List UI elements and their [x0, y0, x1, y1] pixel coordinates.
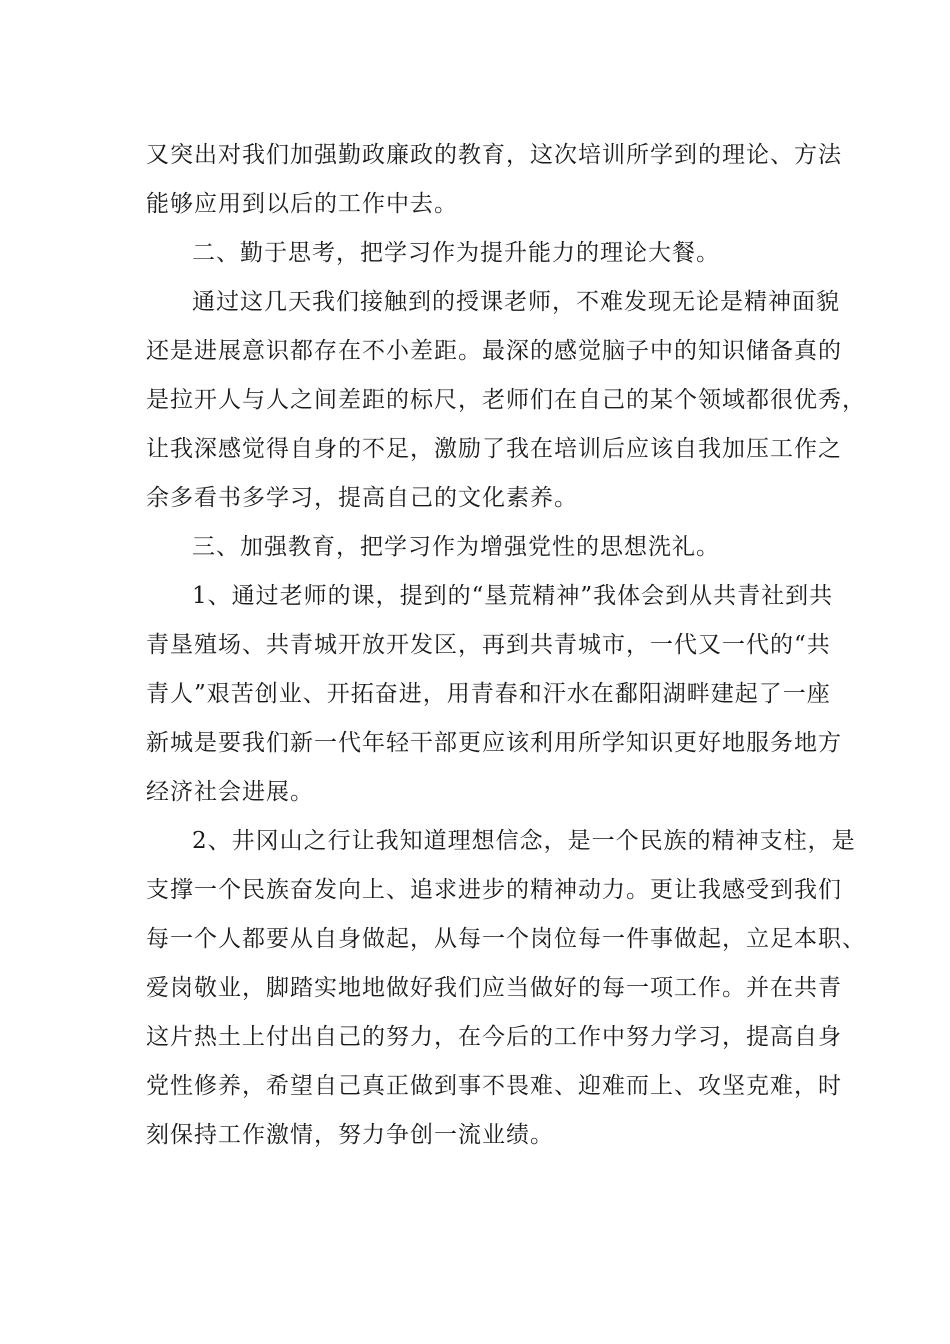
text-line: 能够应用到以后的工作中去。	[146, 191, 458, 217]
text-line: 党性修养，希望自己真正做到事不畏难、迎难而上、攻坚克难，时	[146, 1073, 842, 1099]
text-line: 每一个人都要从自身做起，从每一个岗位每一件事做起，立足本职、	[146, 926, 866, 952]
text-line: 还是进展意识都存在不小差距。最深的感觉脑子中的知识储备真的	[146, 338, 842, 364]
text-line: 青垦殖场、共青城开放开发区，再到共青城市，一代又一代的“共	[146, 632, 831, 658]
text-line: 爱岗敬业，脚踏实地地做好我们应当做好的每一项工作。并在共青	[146, 975, 842, 1001]
section-heading: 三、加强教育，把学习作为增强党性的思想洗礼。	[192, 534, 720, 560]
text-line: 余多看书多学习，提高自己的文化素养。	[146, 485, 578, 511]
text-line: 青人”艰苦创业、开拓奋进，用青春和汗水在鄱阳湖畔建起了一座	[146, 681, 831, 707]
text-line: 是拉开人与人之间差距的标尺，老师们在自己的某个领域都很优秀，	[146, 387, 866, 413]
text-line: 支撑一个民族奋发向上、追求进步的精神动力。更让我感受到我们	[146, 877, 842, 903]
text-line: 2、井冈山之行让我知道理想信念，是一个民族的精神支柱，是	[192, 828, 856, 854]
text-line: 刻保持工作激情，努力争创一流业绩。	[146, 1122, 554, 1148]
text-line: 又突出对我们加强勤政廉政的教育，这次培训所学到的理论、方法	[146, 142, 842, 168]
text-line: 新城是要我们新一代年轻干部更应该利用所学知识更好地服务地方	[146, 730, 842, 756]
text-line: 经济社会进展。	[146, 779, 314, 805]
section-heading: 二、勤于思考，把学习作为提升能力的理论大餐。	[192, 240, 720, 266]
text-line: 让我深感觉得自身的不足，激励了我在培训后应该自我加压工作之	[146, 436, 842, 462]
text-line: 1、通过老师的课，提到的“垦荒精神”我体会到从共青社到共	[192, 583, 834, 609]
text-line: 通过这几天我们接触到的授课老师，不难发现无论是精神面貌	[192, 289, 840, 315]
body-text	[146, 131, 866, 1160]
text-line: 这片热土上付出自己的努力，在今后的工作中努力学习，提高自身	[146, 1024, 842, 1050]
